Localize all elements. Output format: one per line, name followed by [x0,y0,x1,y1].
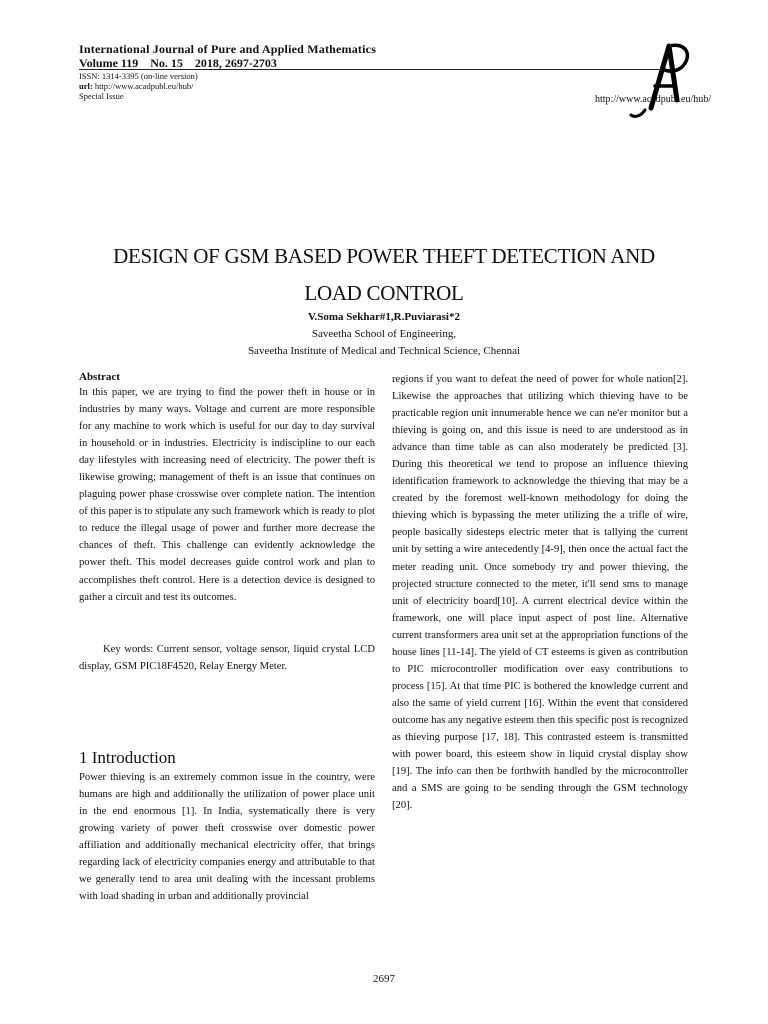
abstract-text [79,384,375,606]
special-issue-line: Special Issue [79,91,124,101]
introduction-heading: 1 Introduction [79,748,176,767]
hub-url[interactable]: http://www.acadpubl.eu/hub/ [595,94,711,105]
affiliation-1: Saveetha School of Engineering, [311,328,457,340]
affiliation-2: Saveetha Institute of Medical and Technical Science, Chennai [247,345,521,357]
publisher-logo-icon [623,38,695,122]
abstract-heading: Abstract [79,371,120,383]
header-rule [79,69,673,70]
issn-line: ISSN: 1314-3395 (on-line version) [79,71,198,81]
introduction-continued [392,371,688,814]
journal-title: International Journal of Pure and Applied Mathematics [79,42,377,56]
page-number: 2697 [373,973,395,985]
introduction-paragraph: Power thieving is an extremely common issue in the country, were humans are high and additionally the utilization of power place unit in the end enormous [1]. In India, systematically there is very growing variety of power theft crosswise over domestic power affiliation and additionally mechanical electricity offer, that brings regarding lack of electricity companies energy and attributable to that we generally tend to area unit dealing with the incessant problems with load shading in urban and additionally provincial [79,772,375,903]
keywords: Key words: Current sensor, voltage sensor, liquid crystal LCD display, GSM PIC18F4520, Relay Energy Meter. [79,644,375,673]
url-label: url: [79,81,93,91]
journal-volume-line: Volume 119 No. 15 2018, 2697-2703 [79,56,277,70]
journal-url[interactable]: http://www.acadpubl.eu/hub/ [94,81,194,91]
paper-title-line-2: LOAD CONTROL [304,281,464,305]
introduction-text [79,769,375,905]
paper-title-line-1: DESIGN OF GSM BASED POWER THEFT DETECTION AND [113,244,655,268]
abstract-paragraph: In this paper, we are trying to find the power theft in house or in industries by many ways. Voltage and current are more responsible for any machine to work which is useful for our day to day survival in household or in industries. Electricity is indiscipline to our each day lifestyles with increasing need of electricity. The power theft is likewise growing; management of theft is an issue that continues on plaguing power phase crosswise over complete nation. The intention of this paper is to stipulate any such framework which is ready to plot to reduce the illegal usage of power and further more decrease the chances of theft. This challenge can evidently acknowledge the power theft. This model decreases guide control work and plan to accomplishes theft control. Here is a detection device is designed to gather a circuit and test its outcomes. [79,387,375,603]
authors: V.Soma Sekhar#1,R.Puviarasi*2 [308,311,460,323]
introduction-continued-paragraph: regions if you want to defeat the need of power for whole nation[2]. Likewise the approaches that utilizing which thieving have to be practicable region unit innumerable hence we can ne'er monitor but a thieving is going on, and this issue is need to are understood as in advance than time table as can also moderately be predicted [3]. During this theoretical we tend to propose an influence thieving identification framework to acknowledge the thieving that may be a created by the foremost well-known methodology for doing the thieving which is bypassing the meter utilizing the a trifle of wire, people basically sidesteps electric meter that is tallying the current unit by setting a wire antecedently [4-9], then once the actual fact the meter reading unit. Once somebody try and power thieving, the projected structure connected to the meter, it'll send sms to manage unit of electricity board[10]. A current electrical device within the framework, one will place input aspect of post line. Alternative current transformers area unit set at the appropriation functions of the house lines [11-14]. The yield of CT esteems is given as contribution to PIC microcontroller modification over easy contributions to process [15]. At that time PIC is bothered the knowledge current and also the same of yield current [16]. Within the event that considered outcome has any negative esteem then this specific post is recognized as thieving purpose [17, 18]. This contrasted esteem is transmitted with power board, this esteem show in liquid crystal display show [19]. The info can then be forthwith handled by the microcontroller and a SMS are going to be sending through the GSM technology [20]. [392,374,688,812]
url-line [79,81,193,91]
